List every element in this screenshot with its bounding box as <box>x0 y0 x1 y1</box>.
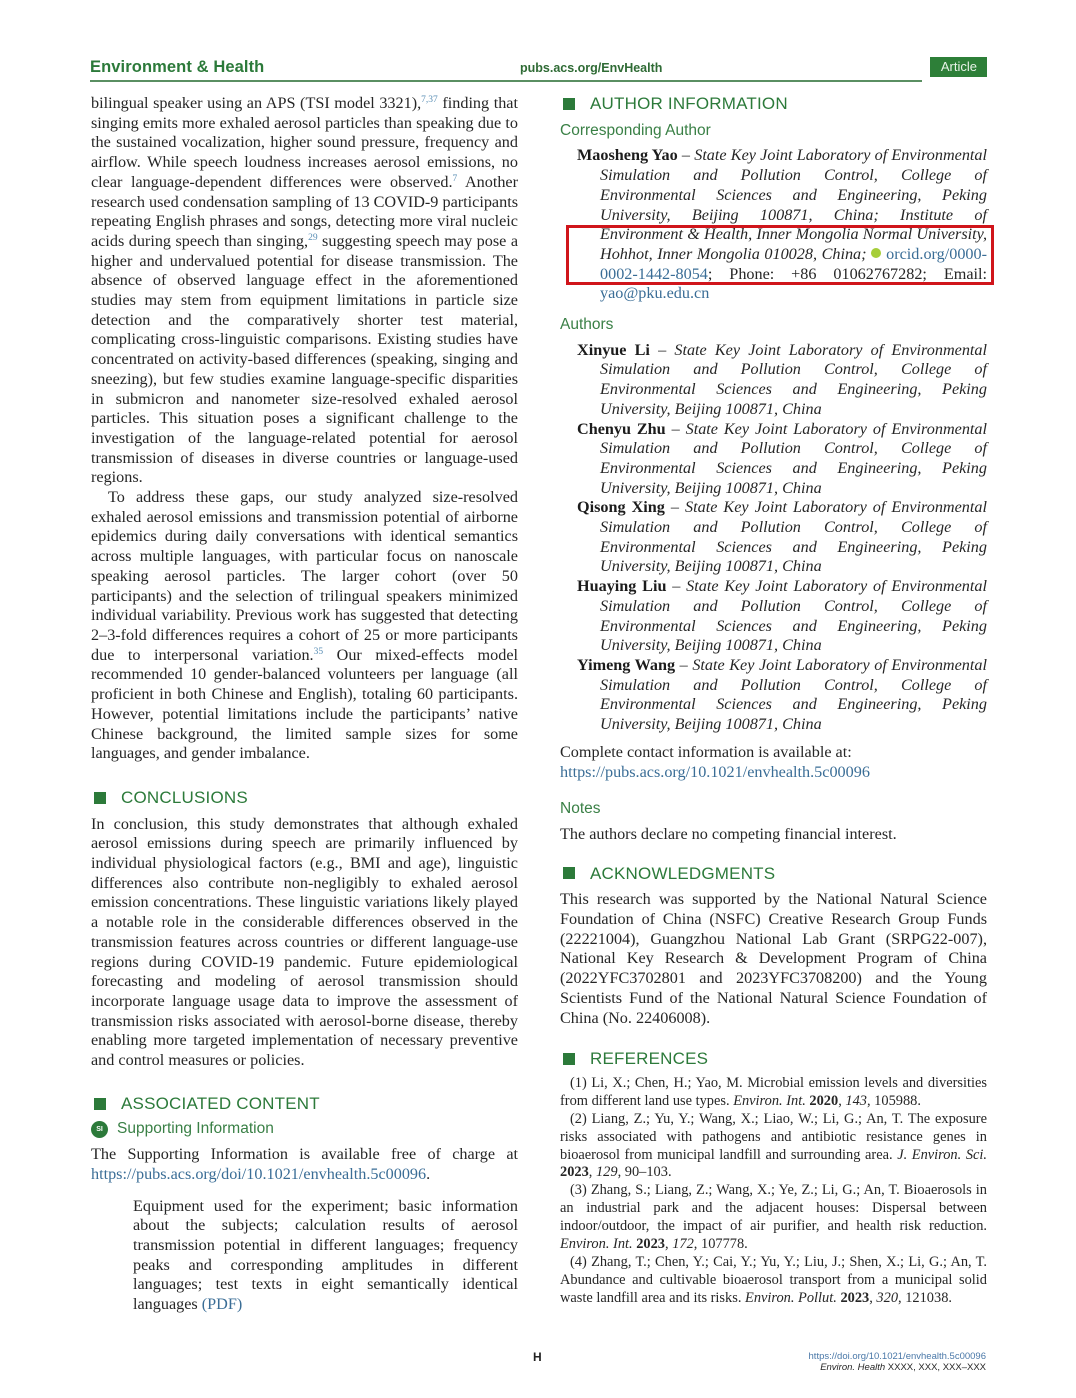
section-square-icon <box>563 98 575 110</box>
author-affiliation: State Key Joint Laboratory of Environmental Simulation and Pollution Control, College of Environmental Sciences and Engineering, Peking University, Beijing 100871, China; Institute of Environment & Health, Inner Mongolia Normal University, Hohhot, Inner Mongolia 010028, China; <box>600 146 988 263</box>
running-header <box>90 58 987 80</box>
footer-journal-abbr: Environ. Health <box>820 1362 886 1373</box>
author-name: Huaying Liu <box>577 577 667 596</box>
supporting-info-description: Equipment used for the experiment; basic information about the subjects; calculation results of aerosol transmission potential in different languages; frequency peaks and corresponding amplitudes in different languages; test texts in eight semantically identical languages (PDF) <box>133 1196 518 1314</box>
section-heading-author-information: AUTHOR INFORMATION <box>560 94 987 114</box>
reference-pages: , 121038. <box>898 1289 952 1306</box>
reference-volume: 320 <box>876 1289 899 1306</box>
reference-year: 2023 <box>560 1164 589 1181</box>
section-square-icon <box>563 1053 575 1065</box>
author-name: Yimeng Wang <box>577 655 676 674</box>
citation-link[interactable]: 7,37 <box>421 95 438 105</box>
author-name: Xinyue Li <box>577 340 650 359</box>
author-affiliation: State Key Joint Laboratory of Environmental Simulation and Pollution Control, College of Environmental Sciences and Engineering, Peking University, Beijing 100871, China <box>600 577 987 655</box>
notes-text: The authors declare no competing financial interest. <box>560 824 897 843</box>
journal-site-link[interactable]: pubs.acs.org/EnvHealth <box>520 61 663 75</box>
email-link[interactable]: yao@pku.edu.cn <box>600 284 710 303</box>
header-divider <box>90 80 922 82</box>
reference-volume: 172 <box>672 1236 694 1253</box>
conclusions-text: In conclusion, this study demonstrates that although exhaled aerosol emissions during speech are primarily influenced by individual physiological factors (e.g., BMI and age), linguistic differences also contribute non-negligibly to exhaled aerosol emission concentrations. These linguistic variations likely played a notable role in the considerable differences observed in the transmission features across countries or different language-use regions during COVID-19 pandemic. Future epidemiological forecasting and modeling of aerosol transmission should incorporate language usage data to improve the assessment of transmission risks associated with aerosol-borne disease, thereby enabling more targeted implementation of necessary preventive and control measures or policies. <box>91 814 518 1070</box>
author-name: Qisong Xing <box>577 498 665 517</box>
citation-link[interactable]: 7 <box>452 173 458 184</box>
author-affiliation: State Key Joint Laboratory of Environmental Simulation and Pollution Control, College of Environmental Sciences and Engineering, Peking University, Beijing 100871, China <box>600 498 987 576</box>
body-paragraph: bilingual speaker using an APS (TSI model 3321),$^{7,37}$ finding that singing emits more exhaled aerosol particles than speaking due to the sustained vocalization, higher sound pressure, frequency and airflow. While speech loudness increases aerosol emissions, no clear language-dependent differences were observed.$^7$ Another research used condensation sampling of 13 COVID-9 participants repeating English phrases and songs, detecting more viral nucleic acids during speech than singing,$^{29}$ suggesting speech may pose a higher and undervalued potential for disease transmission. The absence of observed language effect in the aforementioned studies may stem from equipment limitations in particle size detection and the comparatively shorter test material, complicating cross-linguistic comparisons. Existing studies have concentrated on activity-based differences (speaking, singing and sneezing), but few studies examine language-specific disparities in submicron and nanometer size-resolved exhaled aerosol particles. This situation poses a significant challenge to the investigation of the language-related potential for aerosol transmission of diseases in diverse countries or language-used regions. <box>91 94 518 487</box>
references-list <box>560 1075 987 1308</box>
journal-name: Environment & Health <box>90 58 265 76</box>
author-entry: Chenyu Zhu – State Key Joint Laboratory of Environmental Simulation and Pollution Control, College of Environmental Sciences and Engineering, Peking University, Beijing 100871, China <box>577 419 988 497</box>
section-heading-conclusions: CONCLUSIONS <box>91 788 518 808</box>
right-column <box>560 94 987 1308</box>
orcid-icon <box>871 248 881 258</box>
article-type-badge: Article <box>930 57 987 77</box>
reference-pages: , 90–103. <box>617 1164 672 1181</box>
citation-link[interactable]: 29 <box>308 232 318 243</box>
contact-info-link[interactable]: https://pubs.acs.org/10.1021/envhealth.5c00096 <box>560 762 870 781</box>
reference-number: (2) <box>570 1110 592 1127</box>
section-heading-acknowledgments: ACKNOWLEDGMENTS <box>560 864 987 884</box>
supporting-info-link[interactable]: https://pubs.acs.org/doi/10.1021/envhealth.5c00096 <box>91 1164 427 1183</box>
author-entry: Xinyue Li – State Key Joint Laboratory of Environmental Simulation and Pollution Control, College of Environmental Sciences and Engineering, Peking University, Beijing 100871, China <box>577 340 988 418</box>
reference-journal: J. Environ. Sci. <box>897 1146 987 1163</box>
reference-volume: 143 <box>845 1092 867 1109</box>
author-entry: Huaying Liu – State Key Joint Laboratory of Environmental Simulation and Pollution Control, College of Environmental Sciences and Engineering, Peking University, Beijing 100871, China <box>577 577 987 655</box>
reference-item[interactable]: (2) Liang, Z.; Yu, Y.; Wang, X.; Liao, W.; Li, G.; An, T. The exposure risks associated with pathogens and antibiotic resistance genes in bioaerosol from municipal landfill and surrounding area. J. Environ. Sci. 2023, 129, 90–103. <box>560 1110 987 1181</box>
reference-item[interactable]: (1) Li, X.; Chen, H.; Yao, M. Microbial emission levels and diversities from different land use types. Environ. Int. 2020, 143, 105988. <box>560 1074 987 1109</box>
reference-year: 2020 <box>809 1092 839 1109</box>
author-entry: Qisong Xing – State Key Joint Laboratory of Environmental Simulation and Pollution Control, College of Environmental Sciences and Engineering, Peking University, Beijing 100871, China <box>577 498 987 576</box>
author-name: Maosheng Yao <box>577 146 678 165</box>
reference-number: (1) <box>570 1074 592 1091</box>
reference-pages: , 105988. <box>866 1092 921 1109</box>
left-column <box>91 94 518 1315</box>
footer-volume-pages: XXXX, XXX, XXX–XXX <box>885 1362 986 1373</box>
reference-item[interactable]: (4) Zhang, T.; Chen, Y.; Cai, Y.; Yu, Y.; Liu, J.; Shen, X.; Li, G.; An, T. Abundance and cultivable bioaerosol transport from a municipal solid waste landfill area and its risks. Environ. Pollut. 2023, 320, 121038. <box>560 1254 987 1306</box>
section-heading-references: REFERENCES <box>560 1049 987 1069</box>
reference-authors-title: Zhang, T.; Chen, Y.; Cai, Y.; Yu, Y.; Liu, J.; Shen, X.; Li, G.; An, T. Abundance and cultivable bioaerosol transport from a municipal solid waste landfill area and its risks. <box>560 1254 987 1306</box>
authors-list <box>560 341 987 735</box>
section-square-icon <box>563 867 575 879</box>
reference-pages: , 107778. <box>693 1236 748 1253</box>
corresponding-author-entry: Maosheng Yao – State Key Joint Laboratory of Environmental Simulation and Pollution Control, College of Environmental Sciences and Engineering, Peking University, Beijing 100871, China; Institute of Environment & Health, Inner Mongolia Normal University, Hohhot, Inner Mongolia 010028, China; orcid.org/0000-0002-1442-8054; Phone: +86 01062767282; Email: yao@pku.edu.cn <box>577 146 988 303</box>
reference-authors-title: Zhang, S.; Liang, Z.; Wang, X.; Ye, Z.; Li, G.; An, T. Bioaerosols in an industrial park and the adjacent houses: Dispersal between indoor/outdoor, the impact of air purifier, and health risk reduction. <box>560 1182 987 1235</box>
reference-journal: Environ. Pollut. <box>745 1289 837 1306</box>
author-name: Chenyu Zhu <box>577 419 666 438</box>
section-heading-associated-content: ASSOCIATED CONTENT <box>91 1094 518 1114</box>
reference-journal: Environ. Int. <box>733 1092 806 1109</box>
author-affiliation: State Key Joint Laboratory of Environmental Simulation and Pollution Control, College of Environmental Sciences and Engineering, Peking University, Beijing 100871, China <box>600 340 988 418</box>
notes-heading: Notes <box>560 800 601 818</box>
acknowledgments-text: This research was supported by the National Natural Science Foundation of China (NSFC) Creative Research Group Funds (22221004), Guangzhou National Lab Grant (SRPG22-007), National Key Research & Development Program of China (2022YFC3702801 and 2023YFC3708200) and the Young Scientists Fund of the National Natural Science Foundation of China (No. 22406008). <box>560 890 987 1027</box>
reference-authors-title: Li, X.; Chen, H.; Yao, M. Microbial emission levels and diversities from different land use types. <box>560 1074 987 1109</box>
contact-info-text: Complete contact information is available at: <box>560 742 852 761</box>
reference-number: (4) <box>570 1254 592 1270</box>
supporting-info-icon: SI <box>91 1121 108 1138</box>
supporting-information-heading: SI Supporting Information <box>91 1119 518 1139</box>
page-number: H <box>533 1350 542 1364</box>
reference-number: (3) <box>570 1182 591 1199</box>
supporting-info-text: The Supporting Information is available free of charge at https://pubs.acs.org/doi/10.1021/envhealth.5c00096. <box>91 1145 518 1183</box>
body-paragraph: To address these gaps, our study analyzed size-resolved exhaled aerosol emissions and transmission potential of airborne epidemics during daily conversations with identical semantics across multiple languages, with particular focus on nanoscale speaking aerosol particles. The larger cohort (over 50 participants) and the selection of trilingual speakers minimized individual variability. Previous work has suggested that detecting 2–3-fold differences requires a cohort of 25 or more participants due to interpersonal variation.$^{35}$ Our mixed-effects model recommended 10 gender-balanced volunteers per language (all proficient in both Chinese and English), totaling 60 participants. However, potential limitations include the participants’ native Chinese background, the limited sample sizes for some languages, and gender imbalance. <box>91 488 518 763</box>
reference-year: 2023 <box>840 1289 870 1306</box>
reference-year: 2023 <box>636 1236 665 1253</box>
footer-citation <box>809 1351 986 1373</box>
reference-journal: Environ. Int. <box>560 1236 633 1253</box>
orcid-link[interactable]: orcid.org/0000-0002-1442-8054 <box>600 244 987 283</box>
reference-authors-title: Liang, Z.; Yu, Y.; Wang, X.; Liao, W.; Li, G.; An, T. The exposure risks associated with pathogens and antibiotic resistance genes in bioaerosol from municipal landfill and surrounding area. <box>560 1110 987 1163</box>
pdf-link[interactable]: PDF <box>207 1295 237 1314</box>
authors-heading: Authors <box>560 316 614 334</box>
section-square-icon <box>94 792 106 804</box>
author-affiliation: State Key Joint Laboratory of Environmental Simulation and Pollution Control, College of Environmental Sciences and Engineering, Peking University, Beijing 100871, China <box>600 655 987 734</box>
citation-link[interactable]: 35 <box>313 646 324 657</box>
section-square-icon <box>94 1098 106 1110</box>
author-affiliation: State Key Joint Laboratory of Environmental Simulation and Pollution Control, College of Environmental Sciences and Engineering, Peking University, Beijing 100871, China <box>600 419 988 497</box>
author-entry: Yimeng Wang – State Key Joint Laboratory of Environmental Simulation and Pollution Control, College of Environmental Sciences and Engineering, Peking University, Beijing 100871, China <box>577 655 987 734</box>
footer-doi-link[interactable]: https://doi.org/10.1021/envhealth.5c00096 <box>808 1351 986 1362</box>
reference-item[interactable]: (3) Zhang, S.; Liang, Z.; Wang, X.; Ye, Z.; Li, G.; An, T. Bioaerosols in an industrial park and the adjacent houses: Dispersal between indoor/outdoor, the impact of air purifier, and health risk reduction. Environ. Int. 2023, 172, 107778. <box>560 1182 987 1253</box>
reference-volume: 129 <box>595 1164 618 1181</box>
corresponding-author-heading: Corresponding Author <box>560 121 711 139</box>
